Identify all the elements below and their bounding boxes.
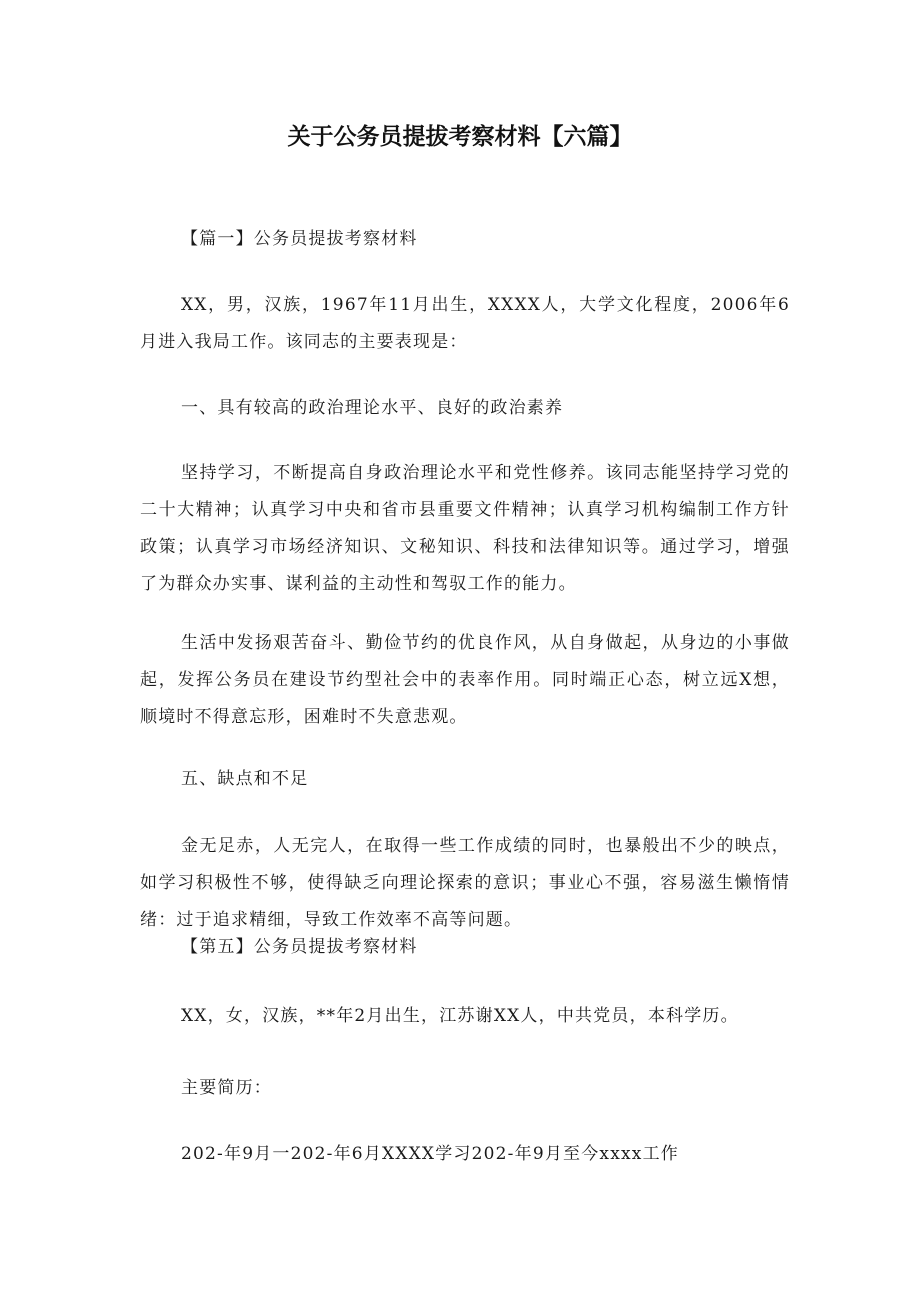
section-heading-1: 【篇一】公务员提拔考察材料 (181, 229, 418, 249)
paragraph-lifestyle: 生活中发扬艰苦奋斗、勤俭节约的优良作风，从自身做起，从身边的小事做起，发挥公务员在建设节约型社会中的表率作用。同时端正心态，树立远X想，顺境时不得意忘形，困难时不失意悲观。 (140, 633, 790, 727)
label-main-resume: 主要简历： (181, 1078, 272, 1098)
subheading-shortcomings: 五、缺点和不足 (181, 769, 309, 789)
paragraph-profile-5: XX，女，汉族，**年2月出生，江苏谢XX人，中共党员，本科学历。 (181, 1006, 739, 1026)
paragraph-study: 坚持学习，不断提高自身政治理论水平和党性修养。该同志能坚持学习党的二十大精神；认真学习中央和省市县重要文件精神；认真学习机构编制工作方针政策；认真学习市场经济知识、文秘知识、科技和法律知识等。通过学习，增强了为群众办实事、谋利益的主动性和驾驭工作的能力。 (140, 463, 790, 594)
paragraph-profile-1: XX，男，汉族，1967年11月出生，XXXX人，大学文化程度，2006年6月进入我局工作。该同志的主要表现是： (140, 295, 790, 352)
resume-entry: 202-年9月一202-年6月XXXX学习202-年9月至今xxxx工作 (181, 1144, 679, 1164)
document-title: 关于公务员提拔考察材料【六篇】 (287, 124, 633, 150)
section-heading-5: 【第五】公务员提拔考察材料 (181, 937, 418, 957)
paragraph-shortcomings: 金无足赤，人无完人，在取得一些工作成绩的同时，也暴般出不少的映点，如学习积极性不够，使得缺乏向理论探索的意识；事业心不强，容易滋生懒惰情绪：过于追求精细，导致工作效率不高等问题。 (140, 836, 790, 930)
subheading-politics: 一、具有较高的政治理论水平、良好的政治素养 (181, 398, 564, 418)
